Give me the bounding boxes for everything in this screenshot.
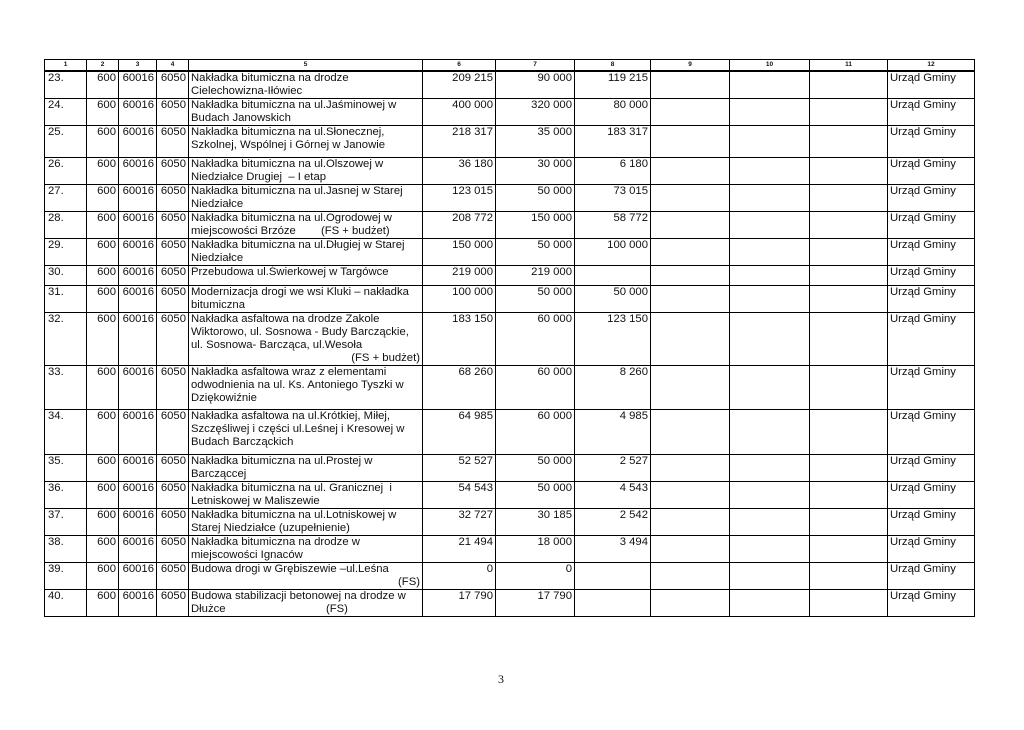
amount-col7-cell: 219 000 (496, 266, 575, 286)
column-number: 5 (189, 60, 423, 72)
column-number: 8 (575, 60, 651, 72)
col10-cell (730, 71, 810, 99)
col9-cell (651, 158, 730, 185)
col9-cell (651, 455, 730, 482)
row-number-cell: 29. (45, 239, 87, 266)
col10-cell (730, 266, 810, 286)
row-number-cell: 28. (45, 212, 87, 239)
amount-col6-cell: 68 260 (423, 366, 496, 410)
amount-col8-cell: 2 542 (575, 509, 651, 536)
table-row (45, 212, 975, 239)
table-row (45, 185, 975, 212)
amount-col8-cell: 58 772 (575, 212, 651, 239)
amount-col6-cell: 150 000 (423, 239, 496, 266)
description-cell (189, 99, 423, 126)
dzial-cell: 600 (87, 482, 119, 509)
responsible-unit-cell: Urząd Gminy (888, 239, 975, 266)
amount-col8-cell: 8 260 (575, 366, 651, 410)
table-row (45, 266, 975, 286)
description-line: Nakładka bitumiczna na ul.Lotniskowej w (191, 509, 397, 521)
responsible-unit-cell: Urząd Gminy (888, 563, 975, 590)
paragraf-cell: 6050 (157, 185, 189, 212)
paragraf-cell: 6050 (157, 455, 189, 482)
col11-cell (810, 126, 888, 158)
responsible-unit-cell: Urząd Gminy (888, 455, 975, 482)
col10-cell (730, 366, 810, 410)
col9-cell (651, 313, 730, 366)
amount-col7-cell: 50 000 (496, 239, 575, 266)
col11-cell (810, 482, 888, 509)
description-cell (189, 266, 423, 286)
dzial-cell: 600 (87, 590, 119, 617)
amount-col6-cell: 208 772 (423, 212, 496, 239)
description-line: Nakładka asfaltowa na ul.Krótkiej, Miłej, (191, 410, 391, 422)
amount-col7-cell: 50 000 (496, 185, 575, 212)
description-line: Dziękowiźnie (191, 392, 257, 404)
rozdzial-cell: 60016 (119, 313, 157, 366)
column-number: 3 (119, 60, 157, 72)
description-cell (189, 563, 423, 590)
amount-col7-cell: 50 000 (496, 286, 575, 313)
description-line: miejscowości Ignaców (191, 549, 303, 561)
amount-col6-cell: 54 543 (423, 482, 496, 509)
responsible-unit-cell: Urząd Gminy (888, 286, 975, 313)
description-line: Niedziałce Drugiej – I etap (191, 171, 327, 183)
col9-cell (651, 509, 730, 536)
description-line: Letniskowej w Maliszewie (191, 495, 320, 507)
description-cell (189, 212, 423, 239)
row-number-cell: 32. (45, 313, 87, 366)
col9-cell (651, 239, 730, 266)
amount-col7-cell: 50 000 (496, 482, 575, 509)
row-number-cell: 35. (45, 455, 87, 482)
amount-col6-cell: 17 790 (423, 590, 496, 617)
rozdzial-cell: 60016 (119, 286, 157, 313)
amount-col6-cell: 123 015 (423, 185, 496, 212)
col11-cell (810, 509, 888, 536)
amount-col7-cell: 90 000 (496, 71, 575, 99)
column-number: 2 (87, 60, 119, 72)
amount-col8-cell: 80 000 (575, 99, 651, 126)
amount-col8-cell (575, 563, 651, 590)
funding-note: (FS + budżet) (351, 352, 420, 364)
col10-cell (730, 158, 810, 185)
description-cell (189, 590, 423, 617)
responsible-unit-cell: Urząd Gminy (888, 509, 975, 536)
col11-cell (810, 286, 888, 313)
col11-cell (810, 158, 888, 185)
description-cell (189, 482, 423, 509)
paragraf-cell: 6050 (157, 99, 189, 126)
col9-cell (651, 536, 730, 563)
description-line: Budach Janowskich (191, 112, 291, 124)
paragraf-cell: 6050 (157, 239, 189, 266)
col11-cell (810, 212, 888, 239)
rozdzial-cell: 60016 (119, 455, 157, 482)
table-row (45, 158, 975, 185)
paragraf-cell: 6050 (157, 536, 189, 563)
rozdzial-cell: 60016 (119, 158, 157, 185)
col10-cell (730, 563, 810, 590)
col10-cell (730, 509, 810, 536)
col11-cell (810, 410, 888, 455)
amount-col6-cell: 36 180 (423, 158, 496, 185)
dzial-cell: 600 (87, 455, 119, 482)
description-line: Modernizacja drogi we wsi Kluki – nakładka (191, 286, 409, 298)
dzial-cell: 600 (87, 158, 119, 185)
dzial-cell: 600 (87, 410, 119, 455)
description-cell (189, 536, 423, 563)
amount-col7-cell: 60 000 (496, 366, 575, 410)
table-row (45, 410, 975, 455)
paragraf-cell: 6050 (157, 286, 189, 313)
rozdzial-cell: 60016 (119, 536, 157, 563)
funding-note: (FS) (398, 576, 420, 588)
description-line: Nakładka bitumiczna na drodze w (191, 536, 360, 548)
description-line: Nakładka bitumiczna na ul.Jaśminowej w (191, 99, 397, 111)
col11-cell (810, 536, 888, 563)
column-number: 6 (423, 60, 496, 72)
row-number-cell: 33. (45, 366, 87, 410)
col10-cell (730, 536, 810, 563)
col10-cell (730, 410, 810, 455)
description-line: Nakładka bitumiczna na ul.Długiej w Starej (191, 239, 405, 251)
amount-col8-cell: 73 015 (575, 185, 651, 212)
dzial-cell: 600 (87, 212, 119, 239)
description-cell (189, 366, 423, 410)
amount-col8-cell: 4 543 (575, 482, 651, 509)
rozdzial-cell: 60016 (119, 509, 157, 536)
rozdzial-cell: 60016 (119, 99, 157, 126)
dzial-cell: 600 (87, 286, 119, 313)
description-line: bitumiczna (191, 299, 245, 311)
amount-col8-cell (575, 590, 651, 617)
page-number: 3 (498, 672, 504, 686)
col11-cell (810, 455, 888, 482)
description-line: odwodnienia na ul. Ks. Antoniego Tyszki w (191, 379, 404, 391)
col9-cell (651, 286, 730, 313)
responsible-unit-cell: Urząd Gminy (888, 536, 975, 563)
col9-cell (651, 410, 730, 455)
row-number-cell: 30. (45, 266, 87, 286)
paragraf-cell: 6050 (157, 158, 189, 185)
description-line: Nakładka asfaltowa na drodze Zakole (191, 313, 380, 325)
description-line: Nakładka bitumiczna na ul.Prostej w (191, 455, 373, 467)
description-line: miejscowości Brzóze (FS + budżet) (191, 225, 390, 237)
amount-col6-cell: 183 150 (423, 313, 496, 366)
rozdzial-cell: 60016 (119, 563, 157, 590)
amount-col6-cell: 219 000 (423, 266, 496, 286)
col9-cell (651, 366, 730, 410)
col9-cell (651, 99, 730, 126)
row-number-cell: 25. (45, 126, 87, 158)
col11-cell (810, 366, 888, 410)
amount-col6-cell: 52 527 (423, 455, 496, 482)
col10-cell (730, 126, 810, 158)
amount-col8-cell: 100 000 (575, 239, 651, 266)
description-line: Nakładka bitumiczna na drodze (191, 72, 349, 84)
dzial-cell: 600 (87, 266, 119, 286)
row-number-cell: 26. (45, 158, 87, 185)
column-number: 1 (45, 60, 87, 72)
paragraf-cell: 6050 (157, 410, 189, 455)
amount-col6-cell: 0 (423, 563, 496, 590)
rozdzial-cell: 60016 (119, 185, 157, 212)
description-cell (189, 71, 423, 99)
row-number-cell: 39. (45, 563, 87, 590)
col9-cell (651, 185, 730, 212)
dzial-cell: 600 (87, 313, 119, 366)
description-cell (189, 410, 423, 455)
description-line: Szkolnej, Wspólnej i Górnej w Janowie (191, 139, 386, 151)
paragraf-cell: 6050 (157, 266, 189, 286)
dzial-cell: 600 (87, 126, 119, 158)
col11-cell (810, 563, 888, 590)
dzial-cell: 600 (87, 99, 119, 126)
column-number: 10 (730, 60, 810, 72)
col9-cell (651, 212, 730, 239)
description-cell (189, 126, 423, 158)
col9-cell (651, 266, 730, 286)
column-number-header (45, 60, 975, 72)
row-number-cell: 23. (45, 71, 87, 99)
dzial-cell: 600 (87, 536, 119, 563)
col10-cell (730, 455, 810, 482)
responsible-unit-cell: Urząd Gminy (888, 266, 975, 286)
col11-cell (810, 185, 888, 212)
table-row (45, 99, 975, 126)
rozdzial-cell: 60016 (119, 239, 157, 266)
responsible-unit-cell: Urząd Gminy (888, 313, 975, 366)
description-line: Nakładka bitumiczna na ul.Ogrodowej w (191, 212, 392, 224)
description-cell (189, 185, 423, 212)
description-line: ul. Sosnowa- Barcząca, ul.Wesoła (191, 339, 363, 351)
col11-cell (810, 590, 888, 617)
rozdzial-cell: 60016 (119, 590, 157, 617)
amount-col8-cell: 123 150 (575, 313, 651, 366)
responsible-unit-cell: Urząd Gminy (888, 590, 975, 617)
description-line: Budowa stabilizacji betonowej na drodze w (191, 590, 406, 602)
row-number-cell: 38. (45, 536, 87, 563)
table-row (45, 286, 975, 313)
description-line: Budowa drogi w Grębiszewie –ul.Leśna (191, 563, 389, 575)
rozdzial-cell: 60016 (119, 71, 157, 99)
column-number: 12 (888, 60, 975, 72)
description-line: Nakładka bitumiczna na ul.Olszowej w (191, 158, 384, 170)
amount-col7-cell: 30 185 (496, 509, 575, 536)
dzial-cell: 600 (87, 366, 119, 410)
table-row (45, 366, 975, 410)
col11-cell (810, 99, 888, 126)
responsible-unit-cell: Urząd Gminy (888, 410, 975, 455)
table-body (45, 71, 975, 617)
row-number-cell: 27. (45, 185, 87, 212)
description-line: Niedziałce (191, 198, 244, 210)
description-line: Szczęśliwej i części ul.Leśnej i Kresowej w (191, 423, 405, 435)
amount-col7-cell: 17 790 (496, 590, 575, 617)
dzial-cell: 600 (87, 563, 119, 590)
budget-table (44, 59, 975, 617)
amount-col7-cell: 35 000 (496, 126, 575, 158)
row-number-cell: 31. (45, 286, 87, 313)
description-line: Niedziałce (191, 252, 244, 264)
col9-cell (651, 563, 730, 590)
responsible-unit-cell: Urząd Gminy (888, 366, 975, 410)
paragraf-cell: 6050 (157, 509, 189, 536)
table-row (45, 455, 975, 482)
description-line: Nakładka bitumiczna na ul.Słonecznej, (191, 126, 385, 138)
description-cell (189, 158, 423, 185)
amount-col8-cell (575, 266, 651, 286)
col10-cell (730, 313, 810, 366)
description-line: Przebudowa ul.Świerkowej w Targówce (191, 266, 389, 278)
amount-col6-cell: 64 985 (423, 410, 496, 455)
description-line: Nakładka asfaltowa wraz z elementami (191, 366, 387, 378)
table-row (45, 239, 975, 266)
amount-col7-cell: 0 (496, 563, 575, 590)
responsible-unit-cell: Urząd Gminy (888, 99, 975, 126)
responsible-unit-cell: Urząd Gminy (888, 71, 975, 99)
table-row (45, 313, 975, 366)
amount-col7-cell: 50 000 (496, 455, 575, 482)
col11-cell (810, 313, 888, 366)
table-row (45, 126, 975, 158)
responsible-unit-cell: Urząd Gminy (888, 482, 975, 509)
description-cell (189, 313, 423, 366)
amount-col6-cell: 209 215 (423, 71, 496, 99)
paragraf-cell: 6050 (157, 126, 189, 158)
amount-col6-cell: 32 727 (423, 509, 496, 536)
amount-col6-cell: 400 000 (423, 99, 496, 126)
responsible-unit-cell: Urząd Gminy (888, 158, 975, 185)
paragraf-cell: 6050 (157, 590, 189, 617)
row-number-cell: 37. (45, 509, 87, 536)
description-line: Budach Barcząckich (191, 436, 294, 448)
row-number-cell: 40. (45, 590, 87, 617)
col9-cell (651, 71, 730, 99)
column-number: 11 (810, 60, 888, 72)
rozdzial-cell: 60016 (119, 482, 157, 509)
row-number-cell: 24. (45, 99, 87, 126)
amount-col7-cell: 30 000 (496, 158, 575, 185)
amount-col7-cell: 60 000 (496, 410, 575, 455)
rozdzial-cell: 60016 (119, 266, 157, 286)
column-number: 9 (651, 60, 730, 72)
description-line: Nakładka bitumiczna na ul. Granicznej i (191, 482, 392, 494)
column-number: 4 (157, 60, 189, 72)
rozdzial-cell: 60016 (119, 410, 157, 455)
description-line: Cielechowizna-Iłówiec (191, 85, 303, 97)
col10-cell (730, 590, 810, 617)
amount-col7-cell: 18 000 (496, 536, 575, 563)
col9-cell (651, 126, 730, 158)
description-line: Dłużce (FS) (191, 603, 348, 615)
col10-cell (730, 99, 810, 126)
table-row (45, 71, 975, 99)
dzial-cell: 600 (87, 509, 119, 536)
table-row (45, 509, 975, 536)
table-row (45, 536, 975, 563)
col11-cell (810, 266, 888, 286)
rozdzial-cell: 60016 (119, 126, 157, 158)
description-line: Nakładka bitumiczna na ul.Jasnej w Starej (191, 185, 403, 197)
description-line: Barcząccej (191, 468, 247, 480)
description-cell (189, 286, 423, 313)
amount-col8-cell: 183 317 (575, 126, 651, 158)
paragraf-cell: 6050 (157, 366, 189, 410)
paragraf-cell: 6050 (157, 482, 189, 509)
table-row (45, 590, 975, 617)
rozdzial-cell: 60016 (119, 366, 157, 410)
amount-col7-cell: 320 000 (496, 99, 575, 126)
amount-col8-cell: 4 985 (575, 410, 651, 455)
amount-col6-cell: 218 317 (423, 126, 496, 158)
col10-cell (730, 185, 810, 212)
column-number: 7 (496, 60, 575, 72)
rozdzial-cell: 60016 (119, 212, 157, 239)
responsible-unit-cell: Urząd Gminy (888, 212, 975, 239)
col10-cell (730, 286, 810, 313)
col10-cell (730, 482, 810, 509)
amount-col8-cell: 2 527 (575, 455, 651, 482)
amount-col8-cell: 3 494 (575, 536, 651, 563)
responsible-unit-cell: Urząd Gminy (888, 126, 975, 158)
amount-col7-cell: 150 000 (496, 212, 575, 239)
description-line: Starej Niedziałce (uzupełnienie) (191, 522, 350, 534)
amount-col8-cell: 50 000 (575, 286, 651, 313)
col11-cell (810, 239, 888, 266)
dzial-cell: 600 (87, 239, 119, 266)
description-cell (189, 455, 423, 482)
amount-col8-cell: 6 180 (575, 158, 651, 185)
col10-cell (730, 239, 810, 266)
row-number-cell: 36. (45, 482, 87, 509)
row-number-cell: 34. (45, 410, 87, 455)
description-cell (189, 239, 423, 266)
table-row (45, 482, 975, 509)
col11-cell (810, 71, 888, 99)
dzial-cell: 600 (87, 71, 119, 99)
paragraf-cell: 6050 (157, 563, 189, 590)
col9-cell (651, 590, 730, 617)
amount-col7-cell: 60 000 (496, 313, 575, 366)
amount-col6-cell: 100 000 (423, 286, 496, 313)
description-line: Wiktorowo, ul. Sosnowa - Budy Barcząckie, (191, 326, 409, 338)
responsible-unit-cell: Urząd Gminy (888, 185, 975, 212)
table-row (45, 563, 975, 590)
col9-cell (651, 482, 730, 509)
amount-col8-cell: 119 215 (575, 71, 651, 99)
col10-cell (730, 212, 810, 239)
description-cell (189, 509, 423, 536)
dzial-cell: 600 (87, 185, 119, 212)
paragraf-cell: 6050 (157, 313, 189, 366)
paragraf-cell: 6050 (157, 71, 189, 99)
amount-col6-cell: 21 494 (423, 536, 496, 563)
paragraf-cell: 6050 (157, 212, 189, 239)
